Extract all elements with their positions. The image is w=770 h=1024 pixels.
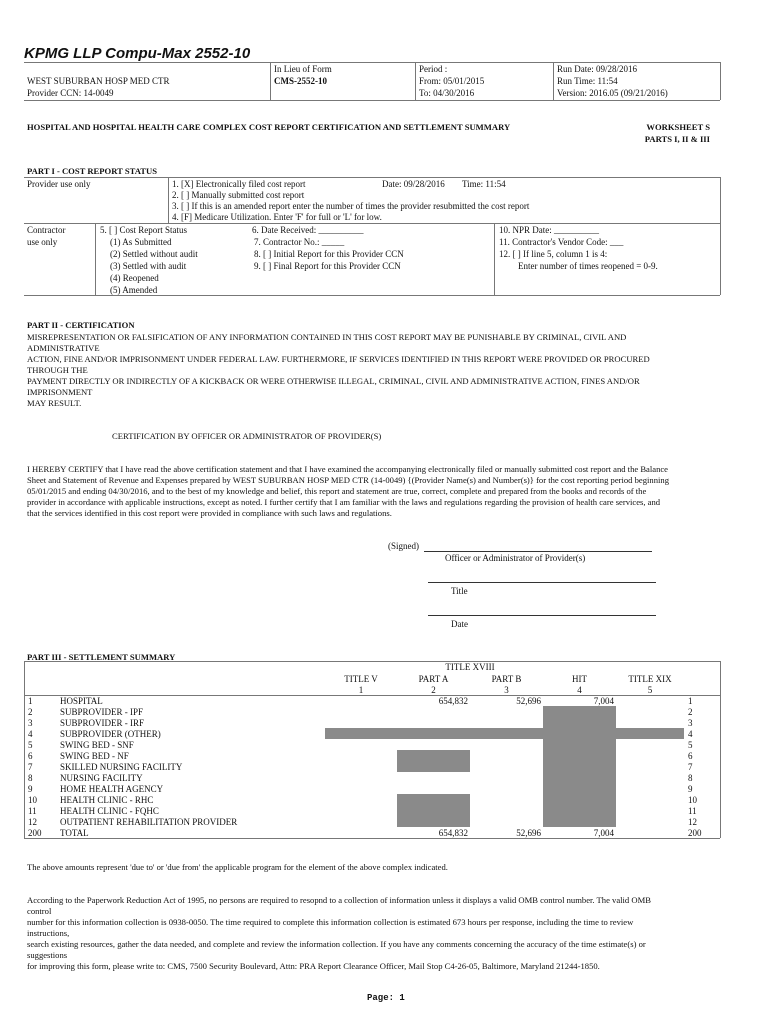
row-value: 7,004 — [593, 696, 614, 706]
amounts-note: The above amounts represent 'due to' or 'due from' the applicable program for the element of the above complex indicated. — [27, 862, 448, 872]
provider-use-label: Provider use only — [27, 179, 91, 189]
row-line-number-right: 6 — [688, 751, 693, 761]
status-option: (3) Settled with audit — [110, 261, 187, 271]
row-line-number: 7 — [28, 762, 33, 772]
row-label: SWING BED - SNF — [60, 740, 134, 750]
contractor-rule — [24, 223, 720, 224]
row-line-number-right: 7 — [688, 762, 693, 772]
row-line-number-right: 3 — [688, 718, 693, 728]
times-reopened: Enter number of times reopened = 0-9. — [518, 261, 658, 271]
row-value: 654,832 — [438, 696, 468, 706]
row-line-number: 200 — [28, 828, 42, 838]
page-number: Page: 1 — [367, 993, 405, 1003]
report-title: KPMG LLP Compu-Max 2552-10 — [24, 45, 251, 62]
vendor-code: 11. Contractor's Vendor Code: ___ — [499, 237, 624, 247]
certify-line: 05/01/2015 and ending 04/30/2016, and to the best of my knowledge and belief, this report and statement are true, correct, complete and prepared from the books and records of the — [27, 486, 647, 496]
row-line-number: 5 — [28, 740, 33, 750]
date-line[interactable] — [428, 615, 656, 616]
warning-line: ACTION, FINE AND/OR IMPRISONMENT UNDER FEDERAL LAW. FURTHERMORE, IF SERVICES IDENTIFIED IN THIS REPORT WERE PROVIDED OR PROCURED — [27, 354, 650, 364]
warning-line: ADMINISTRATIVE — [27, 343, 100, 353]
certify-line: Sheet and Statement of Revenue and Expenses prepared by WEST SUBURBAN HOSP MED CTR (14-0049) {(Provider Name(s) and Number(s)} for the cost reporting period beginning — [27, 475, 669, 485]
header-divider — [415, 62, 416, 100]
paperwork-line: According to the Paperwork Reduction Act of 1995, no persons are required to resopnd to a collection of information unless it displays a valid OMB control number. The valid OMB — [27, 895, 651, 905]
contractor-no: 7. Contractor No.: _____ — [254, 237, 345, 247]
col-header-part-b: PART B — [491, 674, 522, 684]
row-value: 7,004 — [593, 828, 614, 838]
status-option: (2) Settled without audit — [110, 249, 198, 259]
period-to: To: 04/30/2016 — [419, 88, 475, 98]
form-number: CMS-2552-10 — [274, 76, 327, 86]
row-line-number-right: 4 — [688, 729, 693, 739]
paperwork-line: suggestions — [27, 950, 68, 960]
run-date: Run Date: 09/28/2016 — [557, 64, 637, 74]
row-label: SUBPROVIDER - IPF — [60, 707, 144, 717]
paperwork-line: control — [27, 906, 52, 916]
table-border — [720, 661, 721, 838]
row-label: HOSPITAL — [60, 696, 103, 706]
shaded-cell-part-a — [397, 750, 470, 772]
date-label: Date — [451, 619, 468, 629]
certify-line: I HEREBY CERTIFY that I have read the above certification statement and that I have examined the accompanying electronically filed or manually submitted cost report and the Balance — [27, 464, 669, 474]
part1-divider — [168, 177, 169, 223]
status-line-2: 2. [ ] Manually submitted cost report — [172, 190, 305, 200]
contractor-label: Contractor — [27, 225, 66, 235]
part2-title: PART II - CERTIFICATION — [27, 320, 135, 330]
row-line-number-right: 5 — [688, 740, 693, 750]
officer-label: Officer or Administrator of Provider(s) — [445, 553, 586, 563]
row-line-number: 9 — [28, 784, 33, 794]
warning-line: PAYMENT DIRECTLY OR INDIRECTLY OF A KICKBACK OR WERE OTHERWISE ILLEGAL, CRIMINAL, CIVIL AND ADMINISTRATIVE ACTION, FINES AND/OR — [27, 376, 640, 386]
status-time: Time: 11:54 — [462, 179, 506, 189]
row-value: 52,696 — [516, 696, 541, 706]
row-line-number: 6 — [28, 751, 33, 761]
row-line-number-right: 1 — [688, 696, 693, 706]
status-date: Date: 09/28/2016 — [382, 179, 445, 189]
run-time: Run Time: 11:54 — [557, 76, 618, 86]
row-label: HOME HEALTH AGENCY — [60, 784, 164, 794]
header-divider — [720, 62, 721, 100]
warning-line: THROUGH THE — [27, 365, 88, 375]
col-number: 1 — [358, 685, 364, 695]
row-line-number: 2 — [28, 707, 33, 717]
row-line-number-right: 8 — [688, 773, 693, 783]
use-only-label: use only — [27, 237, 58, 247]
row-label: SUBPROVIDER (OTHER) — [60, 729, 161, 739]
period-from: From: 05/01/2015 — [419, 76, 485, 86]
initial-report: 8. [ ] Initial Report for this Provider CCN — [254, 249, 404, 259]
row-label: SWING BED - NF — [60, 751, 129, 761]
row-value: 654,832 — [438, 828, 468, 838]
signed-label: (Signed) — [388, 541, 419, 551]
col-header-title-v: TITLE V — [344, 674, 378, 684]
status-option: (1) As Submitted — [110, 237, 172, 247]
row-label: TOTAL — [60, 828, 89, 838]
warning-line: MAY RESULT. — [27, 398, 82, 408]
certify-line: provider in accordance with applicable instructions, except as noted. I further certify that I am familiar with the laws and regulations regarding the provision of health care services, and — [27, 497, 661, 507]
title-line[interactable] — [428, 582, 656, 583]
certification-heading: CERTIFICATION BY OFFICER OR ADMINISTRATOR OF PROVIDER(S) — [112, 431, 382, 441]
in-lieu-label: In Lieu of Form — [274, 64, 332, 74]
row-label: SUBPROVIDER - IRF — [60, 718, 145, 728]
paperwork-line: search existing resources, gather the data needed, and complete and review the information collection. If you have any comments concerning the accuracy of the time estimate(s) or — [27, 939, 646, 949]
row-line-number-right: 11 — [688, 806, 697, 816]
signature-line[interactable] — [424, 551, 652, 552]
row-line-number: 3 — [28, 718, 33, 728]
col-header-hit: HIT — [572, 674, 587, 684]
warning-line: IMPRISONMENT — [27, 387, 93, 397]
row-line-number-right: 200 — [688, 828, 702, 838]
status-line-3: 3. [ ] If this is an amended report enter the number of times the provider resubmitted the cost report — [172, 201, 530, 211]
row-label: OUTPATIENT REHABILITATION PROVIDER — [60, 817, 238, 827]
row-line-number: 4 — [28, 729, 33, 739]
period-label: Period : — [419, 64, 448, 74]
part1-right-border — [720, 177, 721, 295]
header-divider — [270, 62, 271, 100]
contractor-divider — [494, 223, 495, 295]
paperwork-line: for improving this form, please write to: CMS, 7500 Security Boulevard, Attn: PRA Report Clearance Officer, Mail Stop C4-26-05, Baltimore, Maryland 21244-1850. — [27, 961, 600, 971]
col-number: 2 — [431, 685, 436, 695]
col-number: 4 — [577, 685, 582, 695]
certify-line: that the services identified in this cost report were provided in compliance with such laws and regulations. — [27, 508, 392, 518]
npr-date: 10. NPR Date: __________ — [499, 225, 599, 235]
date-received: 6. Date Received: __________ — [252, 225, 364, 235]
part1-title: PART I - COST REPORT STATUS — [27, 166, 158, 176]
row-line-number-right: 10 — [688, 795, 697, 805]
status-line-4: 4. [F] Medicare Utilization. Enter 'F' for full or 'L' for low. — [172, 212, 382, 222]
row-label: NURSING FACILITY — [60, 773, 143, 783]
title-label: Title — [451, 586, 468, 596]
row-label: HEALTH CLINIC - RHC — [60, 795, 154, 805]
contractor-divider — [95, 223, 96, 295]
cost-report-status: 5. [ ] Cost Report Status — [100, 225, 187, 235]
provider-name: WEST SUBURBAN HOSP MED CTR — [27, 76, 170, 86]
row-line-number-right: 2 — [688, 707, 693, 717]
final-report: 9. [ ] Final Report for this Provider CCN — [254, 261, 401, 271]
part1-rule — [24, 177, 720, 178]
header-top-rule — [24, 62, 720, 63]
row-line-number: 11 — [28, 806, 37, 816]
row-label: HEALTH CLINIC - FQHC — [60, 806, 159, 816]
row-line-number-right: 9 — [688, 784, 693, 794]
header-bottom-rule — [24, 100, 720, 101]
row-line-number: 8 — [28, 773, 33, 783]
worksheet-label: WORKSHEET S — [646, 122, 710, 132]
status-option: (4) Reopened — [110, 273, 159, 283]
row-line-number: 12 — [28, 817, 37, 827]
table-top-rule — [24, 661, 720, 662]
col-header-part-a: PART A — [418, 674, 449, 684]
title-xviii: TITLE XVIII — [445, 662, 495, 672]
provider-ccn: Provider CCN: 14-0049 — [27, 88, 114, 98]
table-border — [24, 661, 25, 838]
status-line-1: 1. [X] Electronically filed cost report — [172, 179, 306, 189]
shaded-cell-hit — [543, 706, 616, 827]
shaded-row-subprovider-other — [325, 728, 684, 739]
worksheet-parts: PARTS I, II & III — [644, 134, 710, 144]
shaded-cell-part-a — [397, 794, 470, 827]
section-title: HOSPITAL AND HOSPITAL HEALTH CARE COMPLEX COST REPORT CERTIFICATION AND SETTLEMENT SUMMARY — [27, 122, 511, 132]
row-line-number: 1 — [28, 696, 33, 706]
col-number: 5 — [647, 685, 653, 695]
header-divider — [553, 62, 554, 100]
paperwork-line: instructions, — [27, 928, 70, 938]
row-line-number-right: 12 — [688, 817, 697, 827]
version: Version: 2016.05 (09/21/2016) — [557, 88, 668, 98]
paperwork-line: number for this information collection is 0938-0050. The time required to complete this information collection is estimated 673 hours per response, including the time to review — [27, 917, 634, 927]
col-header-title-xix: TITLE XIX — [628, 674, 672, 684]
line5-condition: 12. [ ] If line 5, column 1 is 4: — [499, 249, 608, 259]
row-line-number: 10 — [28, 795, 37, 805]
status-option: (5) Amended — [110, 285, 158, 295]
col-number: 3 — [504, 685, 509, 695]
row-value: 52,696 — [516, 828, 541, 838]
part3-title: PART III - SETTLEMENT SUMMARY — [27, 652, 176, 662]
warning-line: MISREPRESENTATION OR FALSIFICATION OF ANY INFORMATION CONTAINED IN THIS COST REPORT MAY BE PUNISHABLE BY CRIMINAL, CIVIL AND — [27, 332, 627, 342]
row-label: SKILLED NURSING FACILITY — [60, 762, 183, 772]
